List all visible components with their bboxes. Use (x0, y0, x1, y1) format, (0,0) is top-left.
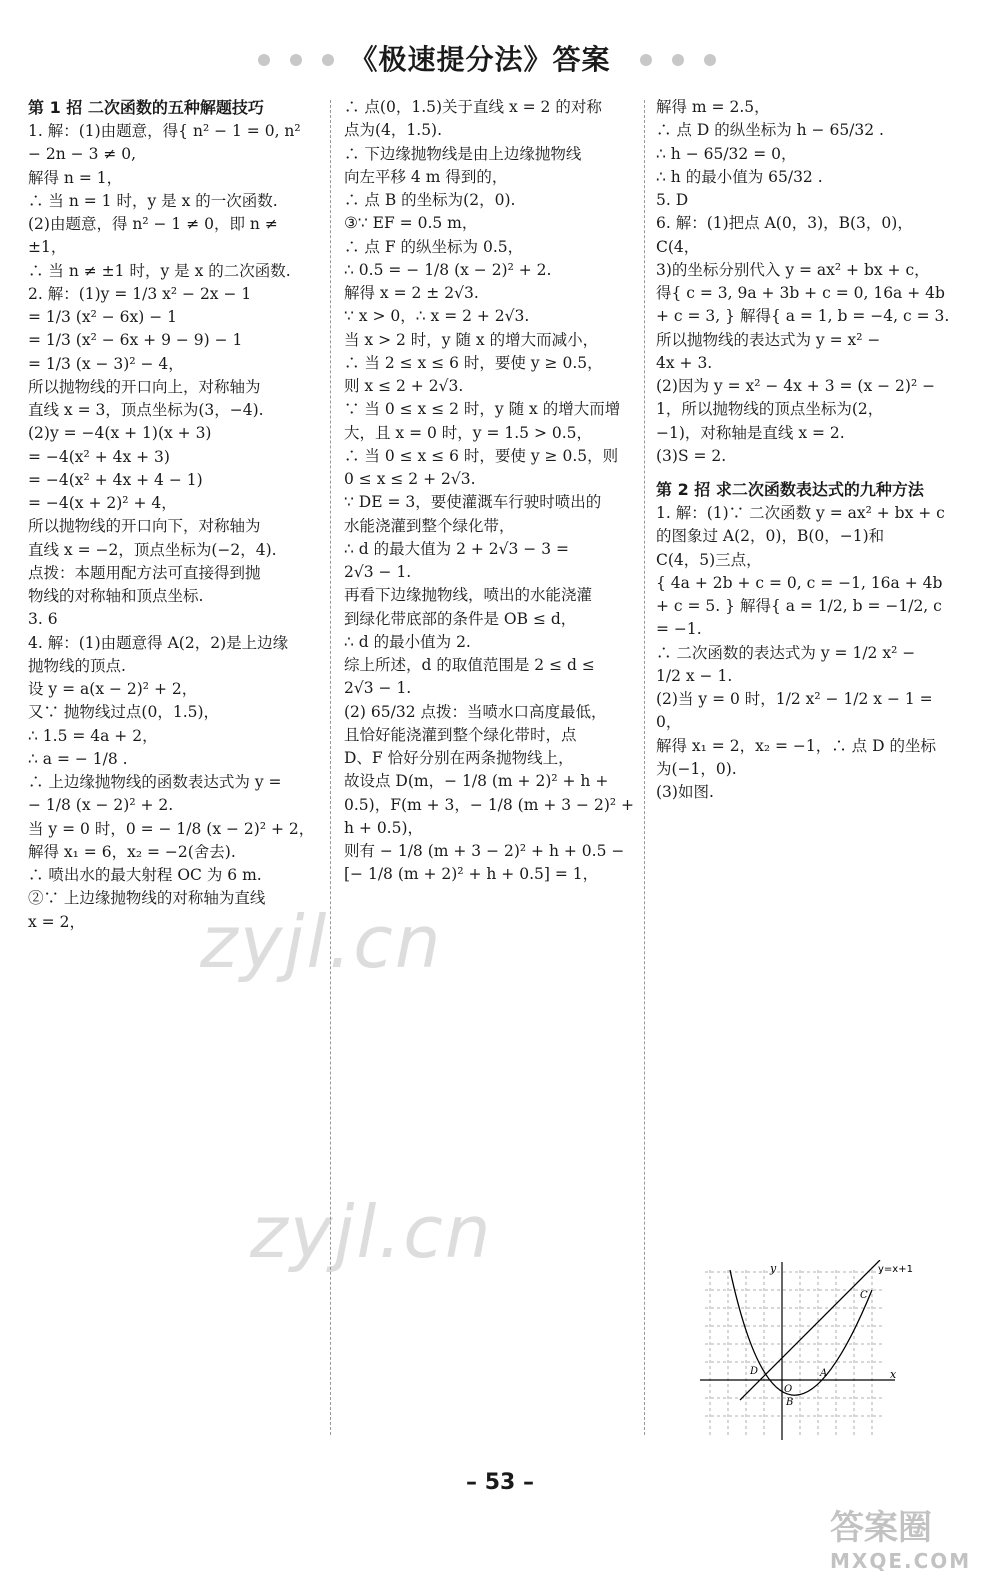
answer-line: ∴ 点(0，1.5)关于直线 x = 2 的对称 (344, 98, 602, 116)
answer-line: 且恰好能浇灌到整个绿化带时，点 (344, 725, 577, 744)
column-3-lines-part2 (656, 502, 956, 804)
point-a-label: A (820, 1368, 828, 1379)
answer-line: 1，所以抛物线的顶点坐标为(2， (656, 400, 884, 419)
page-header (0, 38, 1000, 82)
answer-line: ∴ 下边缘抛物线是由上边缘抛物线 (344, 144, 582, 163)
answer-line: ∴ 当 n = 1 时，y 是 x 的一次函数. (28, 191, 278, 210)
answer-line: ∴ h 的最小值为 65/32 . (656, 167, 823, 186)
answer-line: 直线 x = 3，顶点坐标为(3，−4). (28, 401, 264, 419)
answer-line: ∵ DE = 3，要使灌溉车行驶时喷出的 (344, 493, 602, 512)
answer-line: ∴ a = − 1/8 . (28, 749, 128, 768)
answer-line: 向左平移 4 m 得到的， (344, 167, 508, 186)
answer-column-1 (28, 96, 318, 934)
answer-line: = 1/3 (x − 3)² − 4， (28, 354, 184, 373)
answer-line: −1)，对称轴是直线 x = 2. (656, 423, 845, 442)
watermark: zyjl.cn (250, 1190, 493, 1274)
page-title: 《极速提分法》答案 (349, 43, 611, 76)
answer-line: 1. 解：(1)∵ 二次函数 y = ax² + bx + c (656, 504, 945, 522)
answer-line: ∴ d 的最小值为 2. (344, 632, 471, 651)
answer-line: 3)的坐标分别代入 y = ax² + bx + c， (656, 260, 930, 279)
answer-line: D、F 恰好分别在两条抛物线上， (344, 749, 574, 767)
answer-line: ∴ 点 D 的纵坐标为 h − 65/32 . (656, 121, 884, 140)
answer-line: (2)y = −4(x + 1)(x + 3) (28, 424, 212, 443)
answer-line: 抛物线的顶点. (28, 656, 126, 675)
watermark: zyjl.cn (200, 900, 443, 984)
answer-line: (2) 65/32 点拨：当喷水口高度最低， (344, 702, 607, 721)
answer-line: = −4(x + 2)² + 4， (28, 494, 177, 512)
answer-line: (3)S = 2. (656, 446, 727, 465)
answer-line: 解得 n = 1， (28, 168, 123, 187)
answer-line: ∵ 当 0 ≤ x ≤ 2 时，y 随 x 的增大而增 (344, 400, 621, 419)
answer-line: ∴ 点 B 的坐标为(2，0). (344, 191, 516, 209)
answer-line: 4x + 3. (656, 353, 713, 372)
answer-line: 2. 解：(1)y = 1/3 x² − 2x − 1 (28, 284, 252, 303)
answer-line: ③∵ EF = 0.5 m， (344, 214, 478, 233)
answer-line: 所以抛物线的开口向上，对称轴为 (28, 377, 261, 396)
answer-line: x = 2， (28, 912, 85, 931)
section-title: 第 1 招 二次函数的五种解题技巧 (28, 98, 264, 117)
answer-column-2 (344, 96, 634, 887)
answer-line: 物线的对称轴和顶点坐标. (28, 587, 204, 605)
answer-line: 当 y = 0 时，0 = − 1/8 (x − 2)² + 2， (28, 819, 315, 838)
answer-line: ∴ 点 F 的纵坐标为 0.5， (344, 237, 524, 256)
answer-line: C(4，5)三点， (656, 550, 762, 569)
answer-column-3 (656, 96, 956, 804)
answer-line: 6. 解：(1)把点 A(0，3)，B(3，0)，C(4， (656, 214, 913, 256)
answer-line: (2)由题意，得 n² − 1 ≠ 0，即 n ≠ ±1， (28, 215, 278, 257)
answer-line: 3. 6 (28, 610, 58, 629)
page-number: – 53 – (466, 1470, 534, 1495)
answer-line: 2√3 − 1. (344, 679, 412, 698)
parabola-graph (700, 1260, 920, 1450)
answer-line: 5. D (656, 191, 689, 209)
answer-line: 水能浇灌到整个绿化带， (344, 516, 515, 535)
answer-line: 为(−1，0). (656, 759, 737, 778)
answer-line: 得{ c = 3, 9a + 3b + c = 0, 16a + 4b + c = 3, } 解得{ a = 1, b = −4, c = 3. (656, 284, 950, 326)
answer-line: (2)当 y = 0 时，1/2 x² − 1/2 x − 1 = 0， (656, 690, 933, 732)
answer-line: [− 1/8 (m + 2)² + h + 0.5] = 1， (344, 865, 599, 884)
answer-line: = 1/3 (x² − 6x) − 1 (28, 308, 177, 326)
x-axis-label: x (890, 1368, 897, 1381)
answer-line: { 4a + 2b + c = 0, c = −1, 16a + 4b + c = 5. } 解得{ a = 1/2, b = −1/2, c = −1. (656, 573, 943, 639)
origin-label: O (784, 1384, 793, 1395)
answer-line: 解得 x₁ = 2，x₂ = −1，∴ 点 D 的坐标 (656, 736, 936, 755)
answer-line: 所以抛物线的表达式为 y = x² − (656, 330, 881, 349)
point-b-label: B (786, 1397, 794, 1408)
answer-line: 0 ≤ x ≤ 2 + 2√3. (344, 470, 476, 488)
answer-line: 点为(4，1.5). (344, 121, 443, 140)
section-title: 第 2 招 求二次函数表达式的九种方法 (656, 480, 924, 499)
answer-line: = −4(x² + 4x + 3) (28, 447, 170, 466)
answer-line: ∴ d 的最大值为 2 + 2√3 − 3 = (344, 539, 569, 558)
logo-text: 答案圈 (830, 1508, 932, 1548)
answer-line: ∴ 二次函数的表达式为 y = 1/2 x² − (656, 643, 916, 662)
answer-line: ∴ 喷出水的最大射程 OC 为 6 m. (28, 866, 262, 884)
answer-line: 2√3 − 1. (344, 563, 412, 581)
column-2-lines (344, 96, 634, 887)
decorative-dots-right (640, 54, 716, 66)
column-1-lines (28, 120, 318, 934)
answer-line: 到绿化带底部的条件是 OB ≤ d， (344, 609, 577, 628)
answer-line: 又∵ 抛物线过点(0，1.5)， (28, 703, 220, 722)
answer-line: ∴ 当 n ≠ ±1 时，y 是 x 的二次函数. (28, 261, 291, 280)
answer-line: − 1/8 (x − 2)² + 2. (28, 796, 174, 815)
line-label: y=x+1 (878, 1264, 913, 1275)
answer-line: 大，且 x = 0 时，y = 1.5 > 0.5， (344, 423, 593, 442)
answer-line: 解得 m = 2.5， (656, 98, 770, 116)
answer-line: ∴ 0.5 = − 1/8 (x − 2)² + 2. (344, 260, 552, 279)
line-y-x-plus-1 (740, 1260, 880, 1400)
answer-line: = 1/3 (x² − 6x + 9 − 9) − 1 (28, 331, 243, 350)
answer-line: ∴ 当 2 ≤ x ≤ 6 时，要使 y ≥ 0.5， (344, 353, 603, 372)
answer-line: (3)如图. (656, 783, 714, 801)
column-divider (644, 100, 645, 1435)
column-3-lines (656, 96, 956, 468)
point-d-label: D (750, 1366, 759, 1377)
answer-line: 当 x > 2 时，y 随 x 的增大而减小， (344, 330, 599, 349)
answer-line: 所以抛物线的开口向下，对称轴为 (28, 517, 261, 536)
answer-line: 解得 x₁ = 6，x₂ = −2(舍去). (28, 842, 236, 861)
answer-line: 再看下边缘抛物线，喷出的水能浇灌 (344, 586, 593, 605)
answer-line: 设 y = a(x − 2)² + 2， (28, 680, 198, 698)
answer-line: 直线 x = −2，顶点坐标为(−2，4). (28, 540, 277, 559)
answer-line: 0.5)，F(m + 3，− 1/8 (m + 3 − 2)² + (344, 795, 635, 814)
answer-line: ∴ 当 0 ≤ x ≤ 6 时，要使 y ≥ 0.5，则 (344, 446, 619, 465)
answer-line: ∴ 上边缘抛物线的函数表达式为 y = (28, 773, 282, 791)
answer-line: ②∵ 上边缘抛物线的对称轴为直线 (28, 889, 266, 908)
site-logo (830, 1500, 990, 1573)
answer-line: 点拨：本题用配方法可直接得到抛 (28, 563, 261, 582)
point-c-label: C (860, 1290, 868, 1301)
answer-line: 4. 解：(1)由题意得 A(2，2)是上边缘 (28, 633, 289, 652)
answer-line: ∵ x > 0，∴ x = 2 + 2√3. (344, 307, 530, 326)
answer-line: 则有 − 1/8 (m + 3 − 2)² + h + 0.5 − (344, 842, 625, 860)
answer-line: ∴ h − 65/32 = 0， (656, 144, 797, 163)
answer-line: h + 0.5)， (344, 818, 424, 837)
answer-line: 1. 解：(1)由题意，得{ n² − 1 = 0, n² − 2n − 3 ≠ 0, (28, 122, 301, 164)
answer-line: 综上所述，d 的取值范围是 2 ≤ d ≤ (344, 656, 595, 674)
y-axis-label: y (770, 1262, 777, 1275)
answer-line: ∴ 1.5 = 4a + 2， (28, 726, 158, 745)
answer-line: (2)因为 y = x² − 4x + 3 = (x − 2)² − (656, 377, 936, 395)
answer-line: 则 x ≤ 2 + 2√3. (344, 377, 464, 395)
answer-line: 的图象过 A(2，0)，B(0，−1)和 (656, 527, 885, 546)
answer-line: 解得 x = 2 ± 2√3. (344, 284, 479, 302)
logo-domain: MXQE.COM (830, 1549, 972, 1573)
answer-line: 1/2 x − 1. (656, 666, 733, 685)
answer-line: 故设点 D(m，− 1/8 (m + 2)² + h + (344, 772, 609, 791)
graph-grid (705, 1270, 885, 1435)
answer-line: = −4(x² + 4x + 4 − 1) (28, 470, 203, 489)
